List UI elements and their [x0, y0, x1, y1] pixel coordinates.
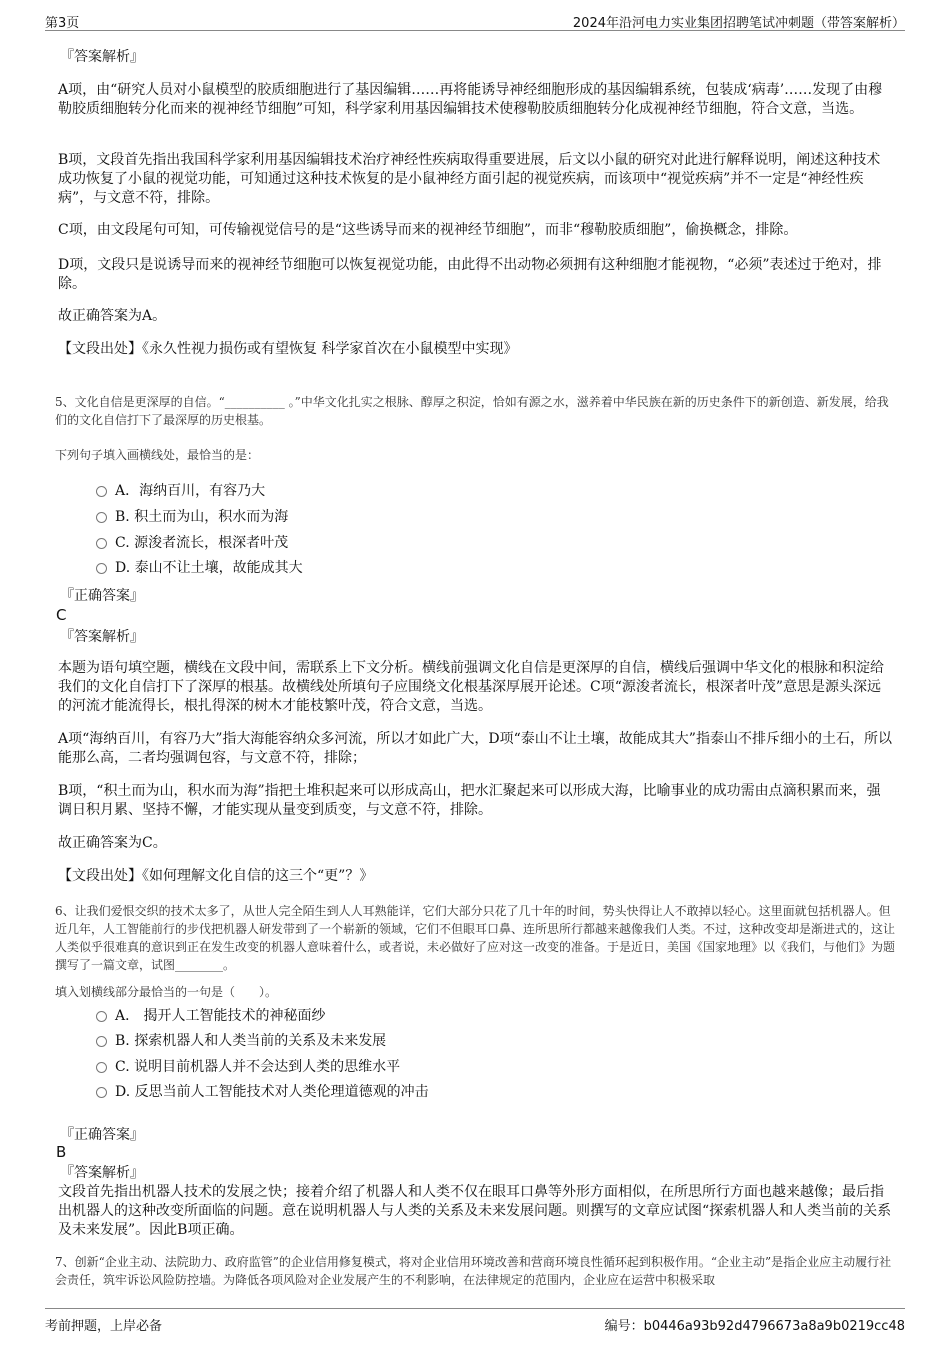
q5-option-b[interactable]: B. 积土而为山，积水而为海 [96, 507, 288, 527]
q5-option-c[interactable]: C. 源浚者流长，根深者叶茂 [96, 533, 288, 553]
q4-analysis-label: 『答案解析』 [60, 49, 144, 65]
q6-option-b[interactable]: B. 探索机器人和人类当前的关系及未来发展 [96, 1031, 386, 1051]
q6-option-c[interactable]: C. 说明目前机器人并不会达到人类的思维水平 [96, 1057, 400, 1077]
radio-icon[interactable] [96, 1062, 107, 1073]
q6-option-d[interactable]: D. 反思当前人工智能技术对人类伦理道德观的冲击 [96, 1082, 429, 1102]
q6-option-a[interactable]: A． 揭开人工智能技术的神秘面纱 [96, 1006, 326, 1026]
q5-conclusion: 故正确答案为C。 [58, 835, 167, 851]
radio-icon[interactable] [96, 1011, 107, 1022]
radio-icon[interactable] [96, 563, 107, 574]
radio-icon[interactable] [96, 1036, 107, 1047]
page-number: 第3页 [45, 16, 80, 31]
q5-correct-answer: C [56, 606, 67, 624]
q6-analysis-label: 『答案解析』 [60, 1165, 144, 1181]
q4-source: 【文段出处】《永久性视力损伤或有望恢复 科学家首次在小鼠模型中实现》 [58, 341, 518, 357]
q4-analysis-b: B项，文段首先指出我国科学家利用基因编辑技术治疗神经性疾病取得重要进展，后文以小鼠的研究对此进行解释说明，阐述这种技术成功恢复了小鼠的视觉功能，可知通过这种技术恢复的是小鼠神经方面引起的视觉疾病，而该项中“视觉疾病”并不一定是“神经性疾病”，与文意不符，排除。 [58, 152, 881, 206]
document-title: 2024年沿河电力实业集团招聘笔试冲刺题（带答案解析） [572, 16, 905, 31]
q6-analysis-1: 文段首先指出机器人技术的发展之快；接着介绍了机器人和人类不仅在眼耳口鼻等外形方面相似，在所思所行方面也越来越像；最后指出机器人的这种改变所面临的问题。意在说明机器人与人类的关系及未来发展问题。则撰写的文章应试图“探索机器人和人类当前的关系及未来发展”。因此B项正确。 [58, 1184, 892, 1238]
q5-option-a[interactable]: A．海纳百川，有容乃大 [96, 481, 265, 501]
q5-option-d[interactable]: D. 泰山不让土壤，故能成其大 [96, 558, 303, 578]
q4-analysis-d: D项，文段只是说诱导而来的视神经节细胞可以恢复视觉功能，由此得不出动物必须拥有这种细胞才能视物，“必须”表述过于绝对，排除。 [58, 257, 882, 292]
q4-conclusion: 故正确答案为A。 [58, 308, 167, 324]
q7-stem: 7、创新“企业主动、法院助力、政府监管”的企业信用修复模式，将对企业信用环境改善和营商环境良性循环起到积极作用。“企业主动”是指企业应主动履行社会责任，筑牢诉讼风险防控墙。为降低各项风险对企业发展产生的不利影响，在法律规定的范围内，企业应在运营中积极采取 [55, 1255, 892, 1287]
q5-stem: 5、文化自信是更深厚的自信。“__________ 。”中华文化扎实之根脉、醇厚之积淀，恰如有源之水，滋养着中华民族在新的历史条件下的新创造、新发展，给我们的文化自信打下了最深厚的历史根基。 [55, 395, 889, 427]
q6-stem: 6、让我们爱恨交织的技术太多了，从世人完全陌生到人人耳熟能详，它们大部分只花了几十年的时间，势头快得让人不敢掉以轻心。这里面就包括机器人。但近几年，人工智能前行的步伐把机器人研发带到了一个崭新的领域，它们不但眼耳口鼻、连所思所行都越来越像我们人类。不过，这种改变却是渐进式的，这让人类似乎很难真的意识到正在发生改变的机器人意味着什么，或者说，未必做好了应对这一改变的准备。于是近日，美国《国家地理》以《我们，与他们》为题撰写了一篇文章，试图________。 [55, 904, 896, 972]
document-id: 编号：b0446a93b92d4796673a8a9b0219cc48 [604, 1319, 905, 1334]
radio-icon[interactable] [96, 486, 107, 497]
q5-analysis-label: 『答案解析』 [60, 629, 144, 645]
q5-analysis-2: A项“海纳百川，有容乃大”指大海能容纳众多河流，所以才如此广大，D项“泰山不让土壤，故能成其大”指泰山不排斥细小的土石，所以能那么高，二者均强调包容，与文意不符，排除； [58, 731, 892, 766]
radio-icon[interactable] [96, 512, 107, 523]
radio-icon[interactable] [96, 1087, 107, 1098]
radio-icon[interactable] [96, 538, 107, 549]
q4-analysis-c: C项，由文段尾句可知，可传输视觉信号的是“这些诱导而来的视神经节细胞”，而非“穆勒胶质细胞”，偷换概念，排除。 [58, 222, 798, 238]
q5-analysis-3: B项，“积土而为山，积水而为海”指把土堆积起来可以形成高山，把水汇聚起来可以形成大海，比喻事业的成功需由点滴积累而来，强调日积月累、坚持不懈，才能实现从量变到质变，与文意不符，排除。 [58, 783, 881, 818]
page-footer [45, 1308, 905, 1333]
q5-prompt: 下列句子填入画横线处，最恰当的是： [55, 448, 260, 462]
q5-analysis-1: 本题为语句填空题，横线在文段中间，需联系上下文分析。横线前强调文化自信是更深厚的自信，横线后强调中华文化的根脉和积淀给我们的文化自信打下了深厚的根基。故横线处所填句子应围绕文化根基深厚展开论述。C项“源浚者流长，根深者叶茂”意思是源头深远的河流才能流得长，根扎得深的树木才能枝繁叶茂，符合文意，当选。 [58, 660, 884, 714]
q6-correct-label: 『正确答案』 [60, 1127, 144, 1143]
page-header [45, 10, 905, 31]
footer-slogan: 考前押题，上岸必备 [45, 1319, 163, 1334]
q6-correct-answer: B [56, 1143, 67, 1161]
q4-analysis-a: A项，由“研究人员对小鼠模型的胶质细胞进行了基因编辑……再将能诱导神经细胞形成的基因编辑系统，包装成‘病毒’……发现了由穆勒胶质细胞转分化而来的视神经节细胞”可知，科学家利用基因编辑技术使穆勒胶质细胞转分化成视神经节细胞，符合文意，当选。 [58, 82, 883, 117]
q6-prompt: 填入划横线部分最恰当的一句是（ ）。 [55, 985, 278, 999]
q5-source: 【文段出处】《如何理解文化自信的这三个“更”？》 [58, 868, 374, 884]
q5-correct-label: 『正确答案』 [60, 588, 144, 604]
